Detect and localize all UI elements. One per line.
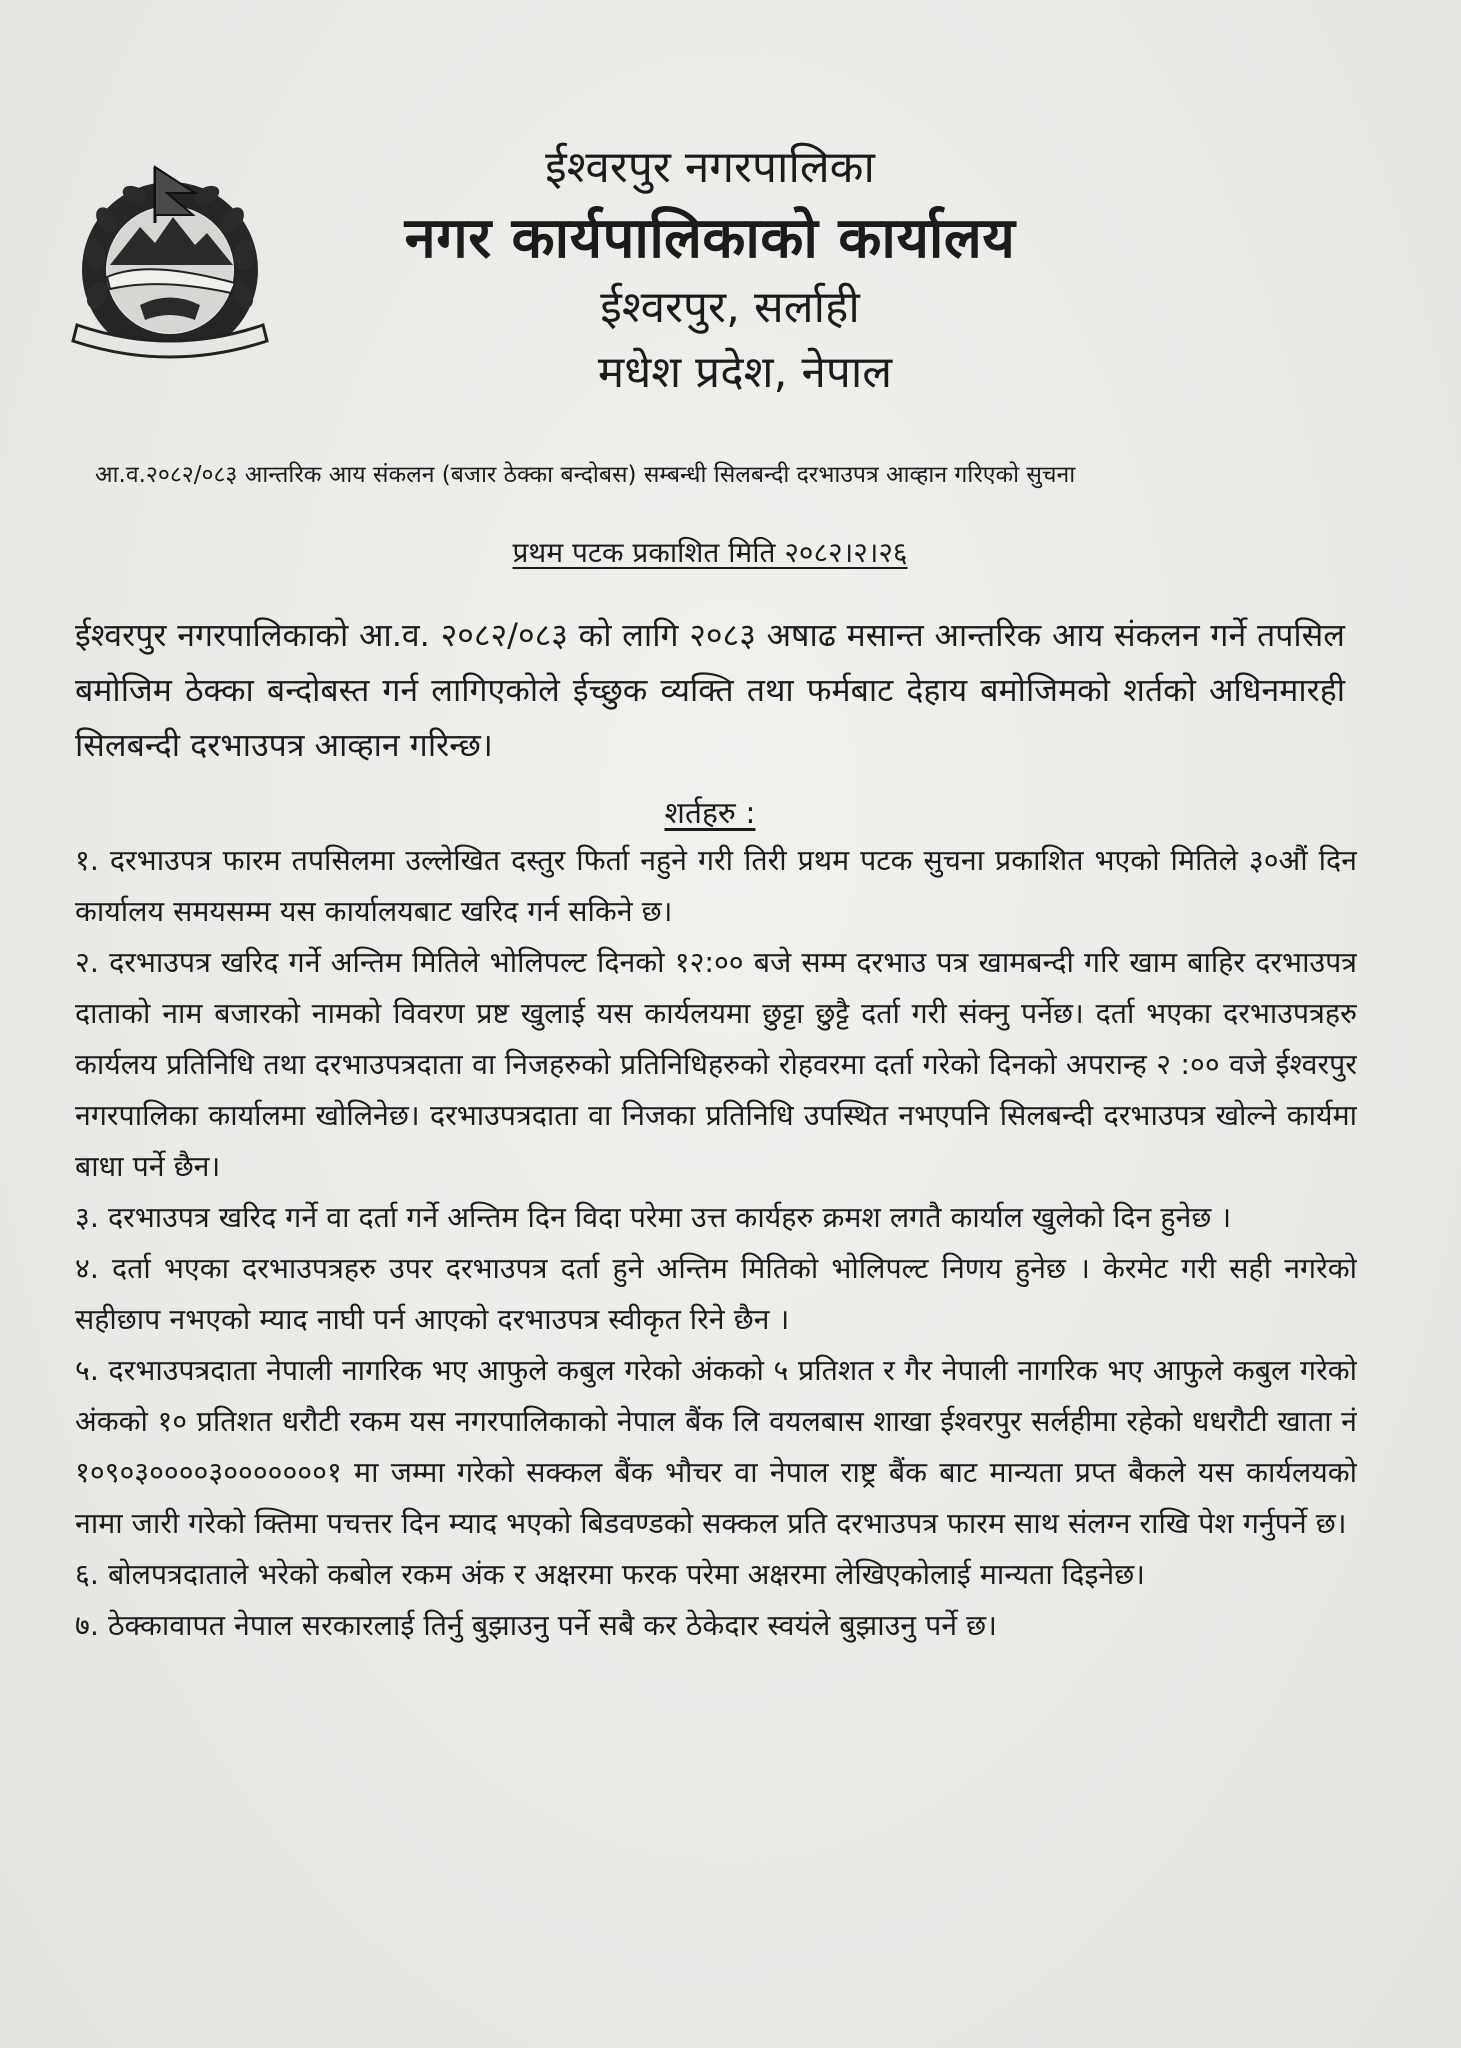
municipality-name: ईश्वरपुर नगरपालिका [545, 142, 875, 193]
office-address: ईश्वरपुर, सर्लाही [600, 282, 860, 333]
notice-intro: ईश्वरपुर नगरपालिकाको आ.व. २०८२/०८३ को लागि २०८३ अषाढ मसान्त आन्तरिक आय संकलन गर्ने तपसिल बमोजिम ठेक्का बन्दोबस्त गर्न लागिएकोले ईच्छुक व्यक्ति तथा फर्मबाट देहाय बमोजिमको शर्तको अधिनमारही सिलबन्दी दरभाउपत्र आव्हान गरिन्छ। [75, 616, 1345, 764]
condition-text: दर्ता भएका दरभाउपत्रहरु उपर दरभाउपत्र दर्ता हुने अन्तिम मितिको भोलिपल्ट निणय हुनेछ । केरमेट गरी सही नगरेको सहीछाप नभएको म्याद नाघी पर्न आएको दरभाउपत्र स्वीकृत रिने छैन । [75, 1252, 1357, 1336]
emblem-graphic [55, 165, 285, 365]
condition-number: ६. [75, 1558, 99, 1591]
wreath-leaf [85, 239, 105, 271]
condition-number: १. [75, 844, 99, 877]
published-date-text: प्रथम पटक प्रकाशित मिति २०८२।२।२६ [512, 536, 908, 569]
office-title: नगर कार्यपालिकाको कार्यालय [404, 206, 1016, 271]
condition-item [75, 1243, 1357, 1345]
published-date [300, 533, 1120, 573]
condition-number: २. [75, 946, 99, 979]
condition-text: बोलपत्रदाताले भरेको कबोल रकम अंक र अक्षरमा फरक परेमा अक्षरमा लेखिएकोलाई मान्यता दिइनेछ। [107, 1558, 1145, 1591]
conditions-heading-text: शर्तहरु : [664, 796, 756, 831]
nepal-emblem-icon [55, 165, 285, 365]
office-province: मधेश प्रदेश, नेपाल [597, 347, 893, 398]
notice-subject: आ.व.२०८२/०८३ आन्तरिक आय संकलन (बजार ठेक्का बन्दोबस) सम्बन्धी सिलबन्दी दरभाउपत्र आव्हान गरिएको सुचना [95, 462, 1076, 488]
condition-item [75, 835, 1357, 937]
condition-text: दरभाउपत्र खरिद गर्ने अन्तिम मितिले भोलिपल्ट दिनको १२:०० बजे सम्म दरभाउ पत्र खामबन्दी गरि खाम बाहिर दरभाउपत्र दाताको नाम बजारको नामको विवरण प्रष्ट खुलाई यस कार्यलयमा छुट्टा छुट्टै दर्ता गरी संक्नु पर्नेछ। दर्ता भएका दरभाउपत्रहरु कार्यलय प्रतिनिधि तथा दरभाउपत्रदाता वा निजहरुको प्रतिनिधिहरुको रोहवरमा दर्ता गरेको दिनको अपरान्ह २ :०० वजे ईश्वरपुर नगरपालिका कार्यालमा खोलिनेछ। दरभाउपत्रदाता वा निजका प्रतिनिधि उपस्थित नभएपनि सिलबन्दी दरभाउपत्र खोल्ने कार्यमा बाधा पर्ने छैन। [75, 946, 1357, 1183]
condition-text: दरभाउपत्रदाता नेपाली नागरिक भए आफुले कबुल गरेको अंकको ५ प्रतिशत र गैर नेपाली नागरिक भए आफुले कबुल गरेको अंकको १० प्रतिशत धरौटी रकम यस नगरपालिकाको नेपाल बैंक लि वयलबास शाखा ईश्वरपुर सर्लहीमा रहेको धधरौटी खाता नं १०९०३००००३०००००००१ मा जम्मा गरेको सक्कल बैंक भौचर वा नेपाल राष्ट्र बैंक बाट मान्यता प्रप्त बैकले यस कार्यलयको नामा जारी गरेको क्तिमा पचत्तर दिन म्याद भएको बिडवण्डको सक्कल प्रति दरभाउपत्र फारम साथ संलग्न राखि पेश गर्नुपर्ने छ। [75, 1354, 1357, 1540]
condition-number: ३. [75, 1201, 99, 1234]
condition-item [75, 1192, 1357, 1243]
condition-text: दरभाउपत्र खरिद गर्ने वा दर्ता गर्ने अन्तिम दिन विदा परेमा उत्त कार्यहरु क्रमश लगतै कार्याल खुलेको दिन हुनेछ । [107, 1201, 1232, 1234]
condition-number: ५. [75, 1354, 99, 1387]
conditions-list [75, 835, 1357, 2015]
condition-item [75, 1345, 1357, 1549]
condition-item [75, 937, 1357, 1192]
condition-number: ४. [75, 1252, 99, 1285]
condition-text: ठेक्कावापत नेपाल सरकारलाई तिर्नु बुझाउनु पर्ने सबै कर ठेकेदार स्वयंले बुझाउनु पर्ने छ। [107, 1609, 997, 1642]
conditions-heading [560, 793, 860, 835]
condition-number: ७. [75, 1609, 99, 1642]
condition-item [75, 1549, 1357, 1600]
condition-item [75, 1600, 1357, 1651]
condition-text: दरभाउपत्र फारम तपसिलमा उल्लेखित दस्तुर फिर्ता नहुने गरी तिरी प्रथम पटक सुचना प्रकाशित भएको मितिले ३०औं दिन कार्यालय समयसम्म यस कार्यालयबाट खरिद गर्न सकिने छ। [75, 844, 1357, 928]
wreath-leaf [235, 239, 255, 271]
